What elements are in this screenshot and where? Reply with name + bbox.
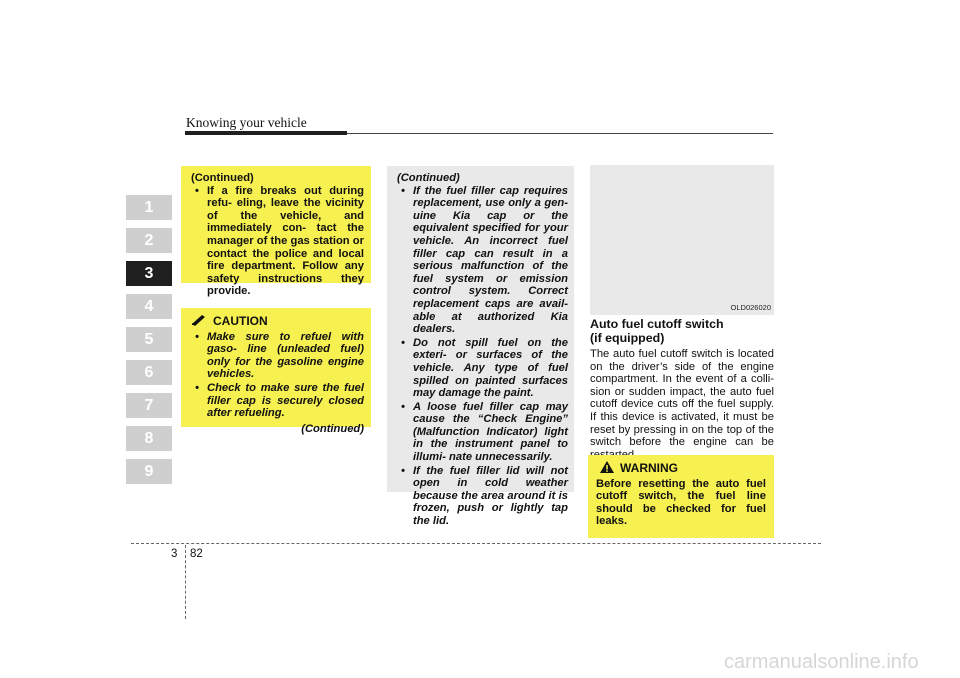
caution-bullet-filler-cap: • Check to make sure the fuel filler cap is securely closed after refueling. bbox=[191, 382, 364, 420]
footer-chapter: 3 bbox=[171, 548, 178, 560]
fuel-spill-bullet: • Do not spill fuel on the exteri- or surfaces of the vehicle. Any type of fuel spilled on painted surfaces may damage the paint. bbox=[397, 337, 568, 400]
continued-heading: (Continued) bbox=[191, 172, 254, 184]
chapter-tab-2[interactable]: 2 bbox=[126, 228, 172, 253]
header-rule-thin bbox=[347, 133, 773, 134]
pencil-icon bbox=[191, 314, 207, 329]
caution-bullet-refuel: • Make sure to refuel with gaso- line (unleaded fuel) only for the gasoline engine vehicles. bbox=[191, 331, 364, 381]
continued-warning-box bbox=[387, 166, 574, 528]
warning-text: Before resetting the auto fuel cutoff switch, the fuel line should be checked for fuel leaks. bbox=[596, 477, 766, 528]
chapter-tab-7[interactable]: 7 bbox=[126, 393, 172, 418]
chapter-tab-9[interactable]: 9 bbox=[126, 459, 172, 484]
chapter-tab-3[interactable]: 3 bbox=[126, 261, 172, 286]
section-title-line2: (if equipped) bbox=[590, 330, 665, 345]
warning-heading: WARNING bbox=[620, 461, 678, 475]
section-title bbox=[590, 318, 774, 345]
fuel-cutoff-switch-image bbox=[590, 165, 774, 315]
chapter-tab-5[interactable]: 5 bbox=[126, 327, 172, 352]
page-number: 82 bbox=[190, 548, 203, 560]
middle-continued-heading: (Continued) bbox=[397, 172, 460, 184]
image-code: OLD026020 bbox=[730, 303, 771, 312]
chapter-tab-8[interactable]: 8 bbox=[126, 426, 172, 451]
chapter-tabs bbox=[126, 195, 172, 492]
warning-box bbox=[588, 455, 774, 538]
header-title: Knowing your vehicle bbox=[186, 115, 307, 130]
footer-divider bbox=[185, 545, 186, 619]
caution-continued: (Continued) bbox=[301, 422, 364, 435]
header-rule-thick bbox=[185, 131, 347, 135]
caution-box bbox=[181, 308, 371, 435]
chapter-tab-4[interactable]: 4 bbox=[126, 294, 172, 319]
chapter-tab-6[interactable]: 6 bbox=[126, 360, 172, 385]
watermark: carmanualsonline.info bbox=[724, 651, 919, 673]
caution-heading: CAUTION bbox=[213, 314, 268, 328]
fire-safety-bullet: • If a fire breaks out during refu- eling, leave the vicinity of the vehicle, and immediately con- tact the manager of the gas station or contact the police and local fire department. Follow any safety instructions they provide. bbox=[191, 185, 364, 298]
continued-note-box bbox=[181, 166, 371, 298]
filler-cap-replacement-bullet: • If the fuel filler cap requires replacement, use only a gen- uine Kia cap or the equivalent specified for your vehicle. An incorrect fuel filler cap can result in a serious malfunction of the fuel system or emission control system. Correct replacement caps are avail- able at authorized Kia dealers. bbox=[397, 185, 568, 336]
footer-rule bbox=[131, 543, 821, 544]
loose-cap-bullet: • A loose fuel filler cap may cause the “Check Engine” (Malfunction Indicator) light in the instrument panel to illumi- nate unnecessarily. bbox=[397, 401, 568, 464]
section-body: The auto fuel cutoff switch is located on the driver’s side of the engine compartment. In the event of a colli- sion or sudden impact, the auto fuel cutoff device cuts off the fuel supply. If this device is activated, it must be reset by pressing in on the top of the switch before the engine can be bbox=[590, 348, 774, 449]
chapter-tab-1[interactable]: 1 bbox=[126, 195, 172, 220]
frozen-lid-bullet: • If the fuel filler lid will not open in cold weather because the area around it is frozen, push or lightly tap the lid. bbox=[397, 465, 568, 528]
section-title-line1: Auto fuel cutoff switch bbox=[590, 317, 724, 331]
warning-triangle-icon bbox=[600, 461, 614, 476]
